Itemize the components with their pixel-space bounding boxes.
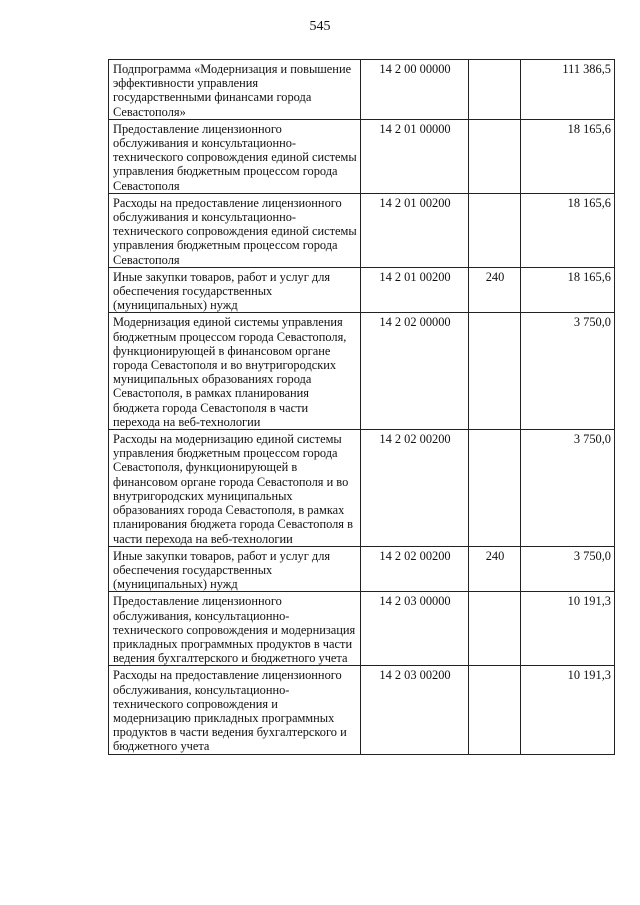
row-code: 14 2 03 00000 (361, 592, 469, 666)
row-name: Расходы на предоставление лицензионного обслуживания, консультационно-технического сопровождения и модернизацию прикладных программных продуктов в части ведения бухгалтерского и бюджетного учета (109, 666, 361, 754)
row-amount: 18 165,6 (521, 193, 615, 267)
row-code: 14 2 02 00200 (361, 430, 469, 547)
table-row (109, 313, 615, 430)
row-code: 14 2 03 00200 (361, 666, 469, 754)
row-code: 14 2 02 00200 (361, 546, 469, 592)
row-amount: 18 165,6 (521, 119, 615, 193)
row-code: 14 2 01 00200 (361, 267, 469, 313)
row-amount: 10 191,3 (521, 592, 615, 666)
table-row (109, 592, 615, 666)
row-name: Предоставление лицензионного обслуживания и консультационно-технического сопровождения единой системы управления бюджетным процессом города Севастополя (109, 119, 361, 193)
row-code: 14 2 01 00000 (361, 119, 469, 193)
row-name: Иные закупки товаров, работ и услуг для обеспечения государственных (муниципальных) нужд (109, 546, 361, 592)
row-name: Расходы на предоставление лицензионного обслуживания и консультационно-технического сопровождения единой системы управления бюджетным процессом города Севастополя (109, 193, 361, 267)
table-row (109, 546, 615, 592)
page-number: 545 (309, 19, 331, 34)
row-code: 14 2 00 00000 (361, 60, 469, 120)
table-row (109, 193, 615, 267)
row-amount: 111 386,5 (521, 60, 615, 120)
row-amount: 3 750,0 (521, 546, 615, 592)
row-expense-type (469, 592, 521, 666)
row-name: Модернизация единой системы управления бюджетным процессом города Севастополя, функционирующей в финансовом органе города Севастополя и во внутригородских муниципальных образованиях города Севастополя, в рамках планирования бюджета города Севастополя в части перехода на веб-технологии (109, 313, 361, 430)
row-expense-type (469, 193, 521, 267)
row-name: Предоставление лицензионного обслуживания, консультационно-технического сопровождения и модернизация прикладных программных продуктов в части ведения бухгалтерского и бюджетного учета (109, 592, 361, 666)
row-amount: 3 750,0 (521, 430, 615, 547)
table-row (109, 430, 615, 547)
row-amount: 10 191,3 (521, 666, 615, 754)
row-code: 14 2 02 00000 (361, 313, 469, 430)
row-expense-type (469, 60, 521, 120)
table-row (109, 60, 615, 120)
row-expense-type (469, 430, 521, 547)
row-expense-type (469, 666, 521, 754)
row-expense-type: 240 (469, 546, 521, 592)
row-amount: 18 165,6 (521, 267, 615, 313)
row-name: Подпрограмма «Модернизация и повышение эффективности управления государственными финансами города Севастополя» (109, 60, 361, 120)
table-row (109, 267, 615, 313)
row-name: Иные закупки товаров, работ и услуг для обеспечения государственных (муниципальных) нужд (109, 267, 361, 313)
row-amount: 3 750,0 (521, 313, 615, 430)
table-row (109, 666, 615, 754)
row-expense-type: 240 (469, 267, 521, 313)
row-code: 14 2 01 00200 (361, 193, 469, 267)
row-name: Расходы на модернизацию единой системы управления бюджетным процессом города Севастополя, функционирующей в финансовом органе города Севастополя и во внутригородских муниципальных образованиях города Севастополя, в рамках планирования бюджета города Севастополя в части перехода на веб-технологии (109, 430, 361, 547)
budget-table (108, 59, 615, 755)
table-row (109, 119, 615, 193)
row-expense-type (469, 313, 521, 430)
row-expense-type (469, 119, 521, 193)
